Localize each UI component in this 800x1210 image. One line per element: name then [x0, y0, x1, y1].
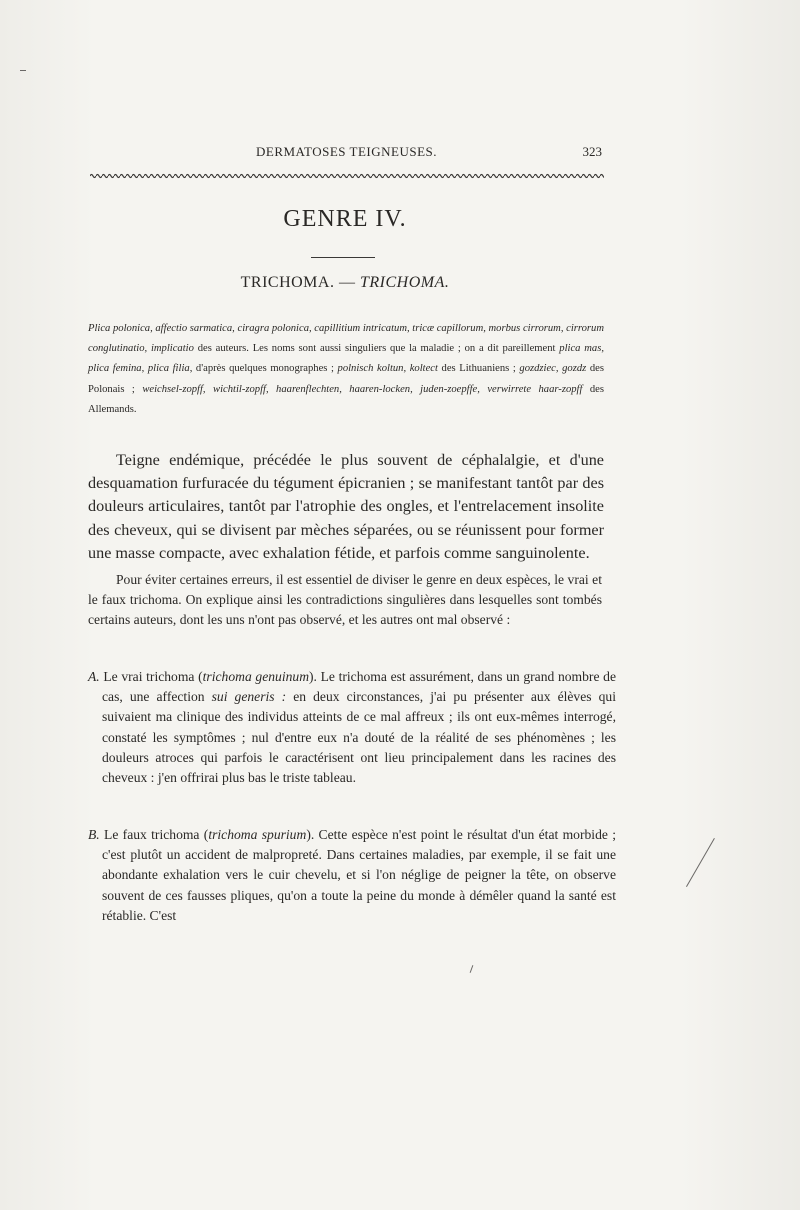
species-a-text-1: Le vrai trichoma ( — [99, 669, 203, 684]
species-a-text-3: en deux circonstances, j'ai pu présenter aux élèves qui suivaient ma clinique des individus atteints de ce mal affreux ; ils ont eux-mêmes interrogé, constaté les symptômes ; nul d'entre eux n'a douté de la réalité de ses phénomènes ; les douleurs atroces qui parfois le caractérisent ont lieu principalement dans les racines des cheveux : j'en offrirai plus bas le triste tableau. — [102, 689, 616, 786]
synonyms-plica: plica mas, plica femina, plica filia — [88, 343, 604, 375]
page-header — [88, 144, 604, 164]
synonyms-text-2: , d'après quelques monographes ; — [189, 363, 338, 375]
margin-pencil-mark — [686, 838, 715, 887]
synonyms-paragraph — [88, 319, 604, 420]
synonyms-latin: Plica polonica, affectio sarmatica, ciragra polonica, capillitium intricatum, tricæ capillorum, morbus cirrorum, cirrorum conglutinatio, implicatio — [88, 323, 604, 355]
species-b-text-2: ). Cette espèce n'est point le résultat d'un état morbide ; c'est plutôt un accident de malpropreté. Dans certaines maladies, par exemple, il se fait une abondante exhalation vers le cuir chevelu, et si l'on néglige de peigner la tête, on observe souvent de ces fausses pliques, qu'on a toute la peine du monde à démêler quand la santé est rétablie. C'est — [102, 827, 616, 923]
species-b-latin: trichoma spurium — [208, 827, 307, 842]
synonyms-polish: gozdziec, gozdz — [519, 363, 587, 375]
species-a-latin: trichoma genuinum — [202, 669, 310, 684]
synonyms-german: weichsel-zopff, wichtil-zopff, haarenflechten, haaren-locken, juden-zoepffe, verwirrete haar-zopff — [142, 383, 583, 395]
heading-rule — [311, 257, 375, 258]
species-a-text-2: ). Le trichoma est assurément, dans un grand nombre de cas, une affection — [102, 669, 616, 705]
subtitle-italic: TRICHOMA. — [359, 274, 450, 291]
genre-heading: GENRE IV. — [283, 206, 407, 232]
intro-paragraph: Pour éviter certaines erreurs, il est essentiel de diviser le genre en deux espèces, le vrai et le faux trichoma. On explique ainsi les contradictions singulières dans lesquelles sont tombés certains auteurs, dont les uns n'ont pas observé, et les autres ont mal observé : — [88, 572, 602, 628]
synonyms-lithuanian: polnisch koltun, koltect — [337, 363, 438, 375]
synonyms-text-5: des Allemands. — [88, 383, 604, 415]
margin-dash-mark — [20, 70, 26, 71]
wavy-rule-divider — [90, 172, 604, 180]
synonyms-text-3: des Lithuaniens ; — [437, 363, 520, 375]
synonyms-text-4: des Polonais ; — [88, 363, 604, 395]
species-a-paragraph — [88, 667, 616, 788]
page-number: 323 — [582, 144, 602, 159]
genre-subtitle — [0, 274, 690, 292]
synonyms-text-1: des auteurs. Les noms sont aussi singuliers que la maladie ; on a dit pareillement — [193, 343, 560, 355]
definition-paragraph: Teigne endémique, précédée le plus souvent de céphalalgie, et d'une desquamation furfuracée du tégument épicranien ; se manifestant tantôt par des douleurs articulaires, tantôt par l'atrophie des ongles, et l'entrelacement insolite des cheveux, qui se divisent par mèches séparées, ou se réunissent pour former une masse compacte, avec exhalation fétide, et parfois comme sanguinolente. — [88, 451, 604, 562]
species-a-letter: A. — [88, 669, 100, 684]
margin-tick-mark — [470, 965, 474, 973]
species-b-paragraph — [88, 825, 616, 926]
subtitle-roman: TRICHOMA. — — [240, 274, 360, 291]
species-b-text-1: Le faux trichoma ( — [99, 827, 209, 842]
species-b-letter: B. — [88, 827, 100, 842]
running-title: DERMATOSES TEIGNEUSES. — [256, 144, 437, 159]
species-a-sui-generis: sui generis : — [211, 689, 287, 705]
